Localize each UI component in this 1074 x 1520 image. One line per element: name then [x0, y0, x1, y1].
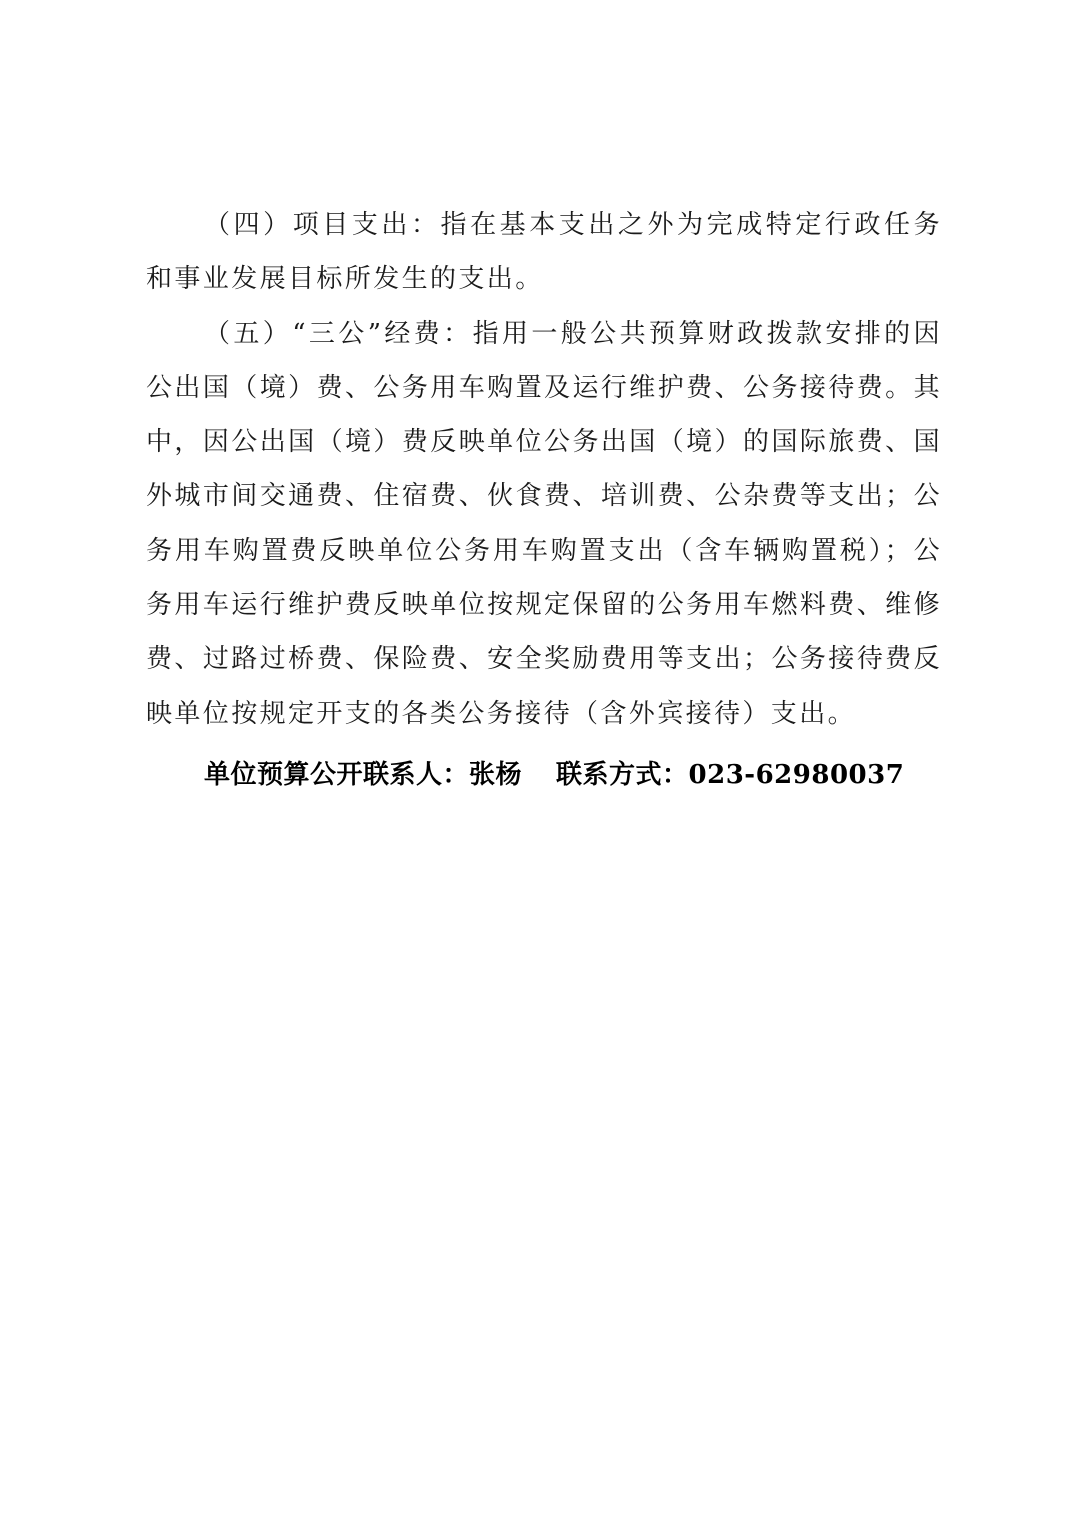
contact-person: 单位预算公开联系人：张杨	[204, 759, 523, 790]
contact-method: 联系方式：023-62980037	[556, 759, 905, 790]
document-body	[146, 198, 942, 802]
contact-line	[146, 748, 942, 802]
paragraph-three-public-expenses: （五）“三公”经费：指用一般公共预算财政拨款安排的因公出国（境）费、公务用车购置及运行维护费、公务接待费。其中，因公出国（境）费反映单位公务出国（境）的国际旅费、国外城市间交通费、住宿费、伙食费、培训费、公杂费等支出；公务用车购置费反映单位公务用车购置支出（含车辆购置税）；公务用车运行维护费反映单位按规定保留的公务用车燃料费、维修费、过路过桥费、保险费、安全奖励费用等支出；公务接待费反映单位按规定开支的各类公务接待（含外宾接待）支出。	[146, 318, 942, 729]
paragraph-project-expenditure: （四）项目支出：指在基本支出之外为完成特定行政任务和事业发展目标所发生的支出。	[146, 210, 942, 295]
